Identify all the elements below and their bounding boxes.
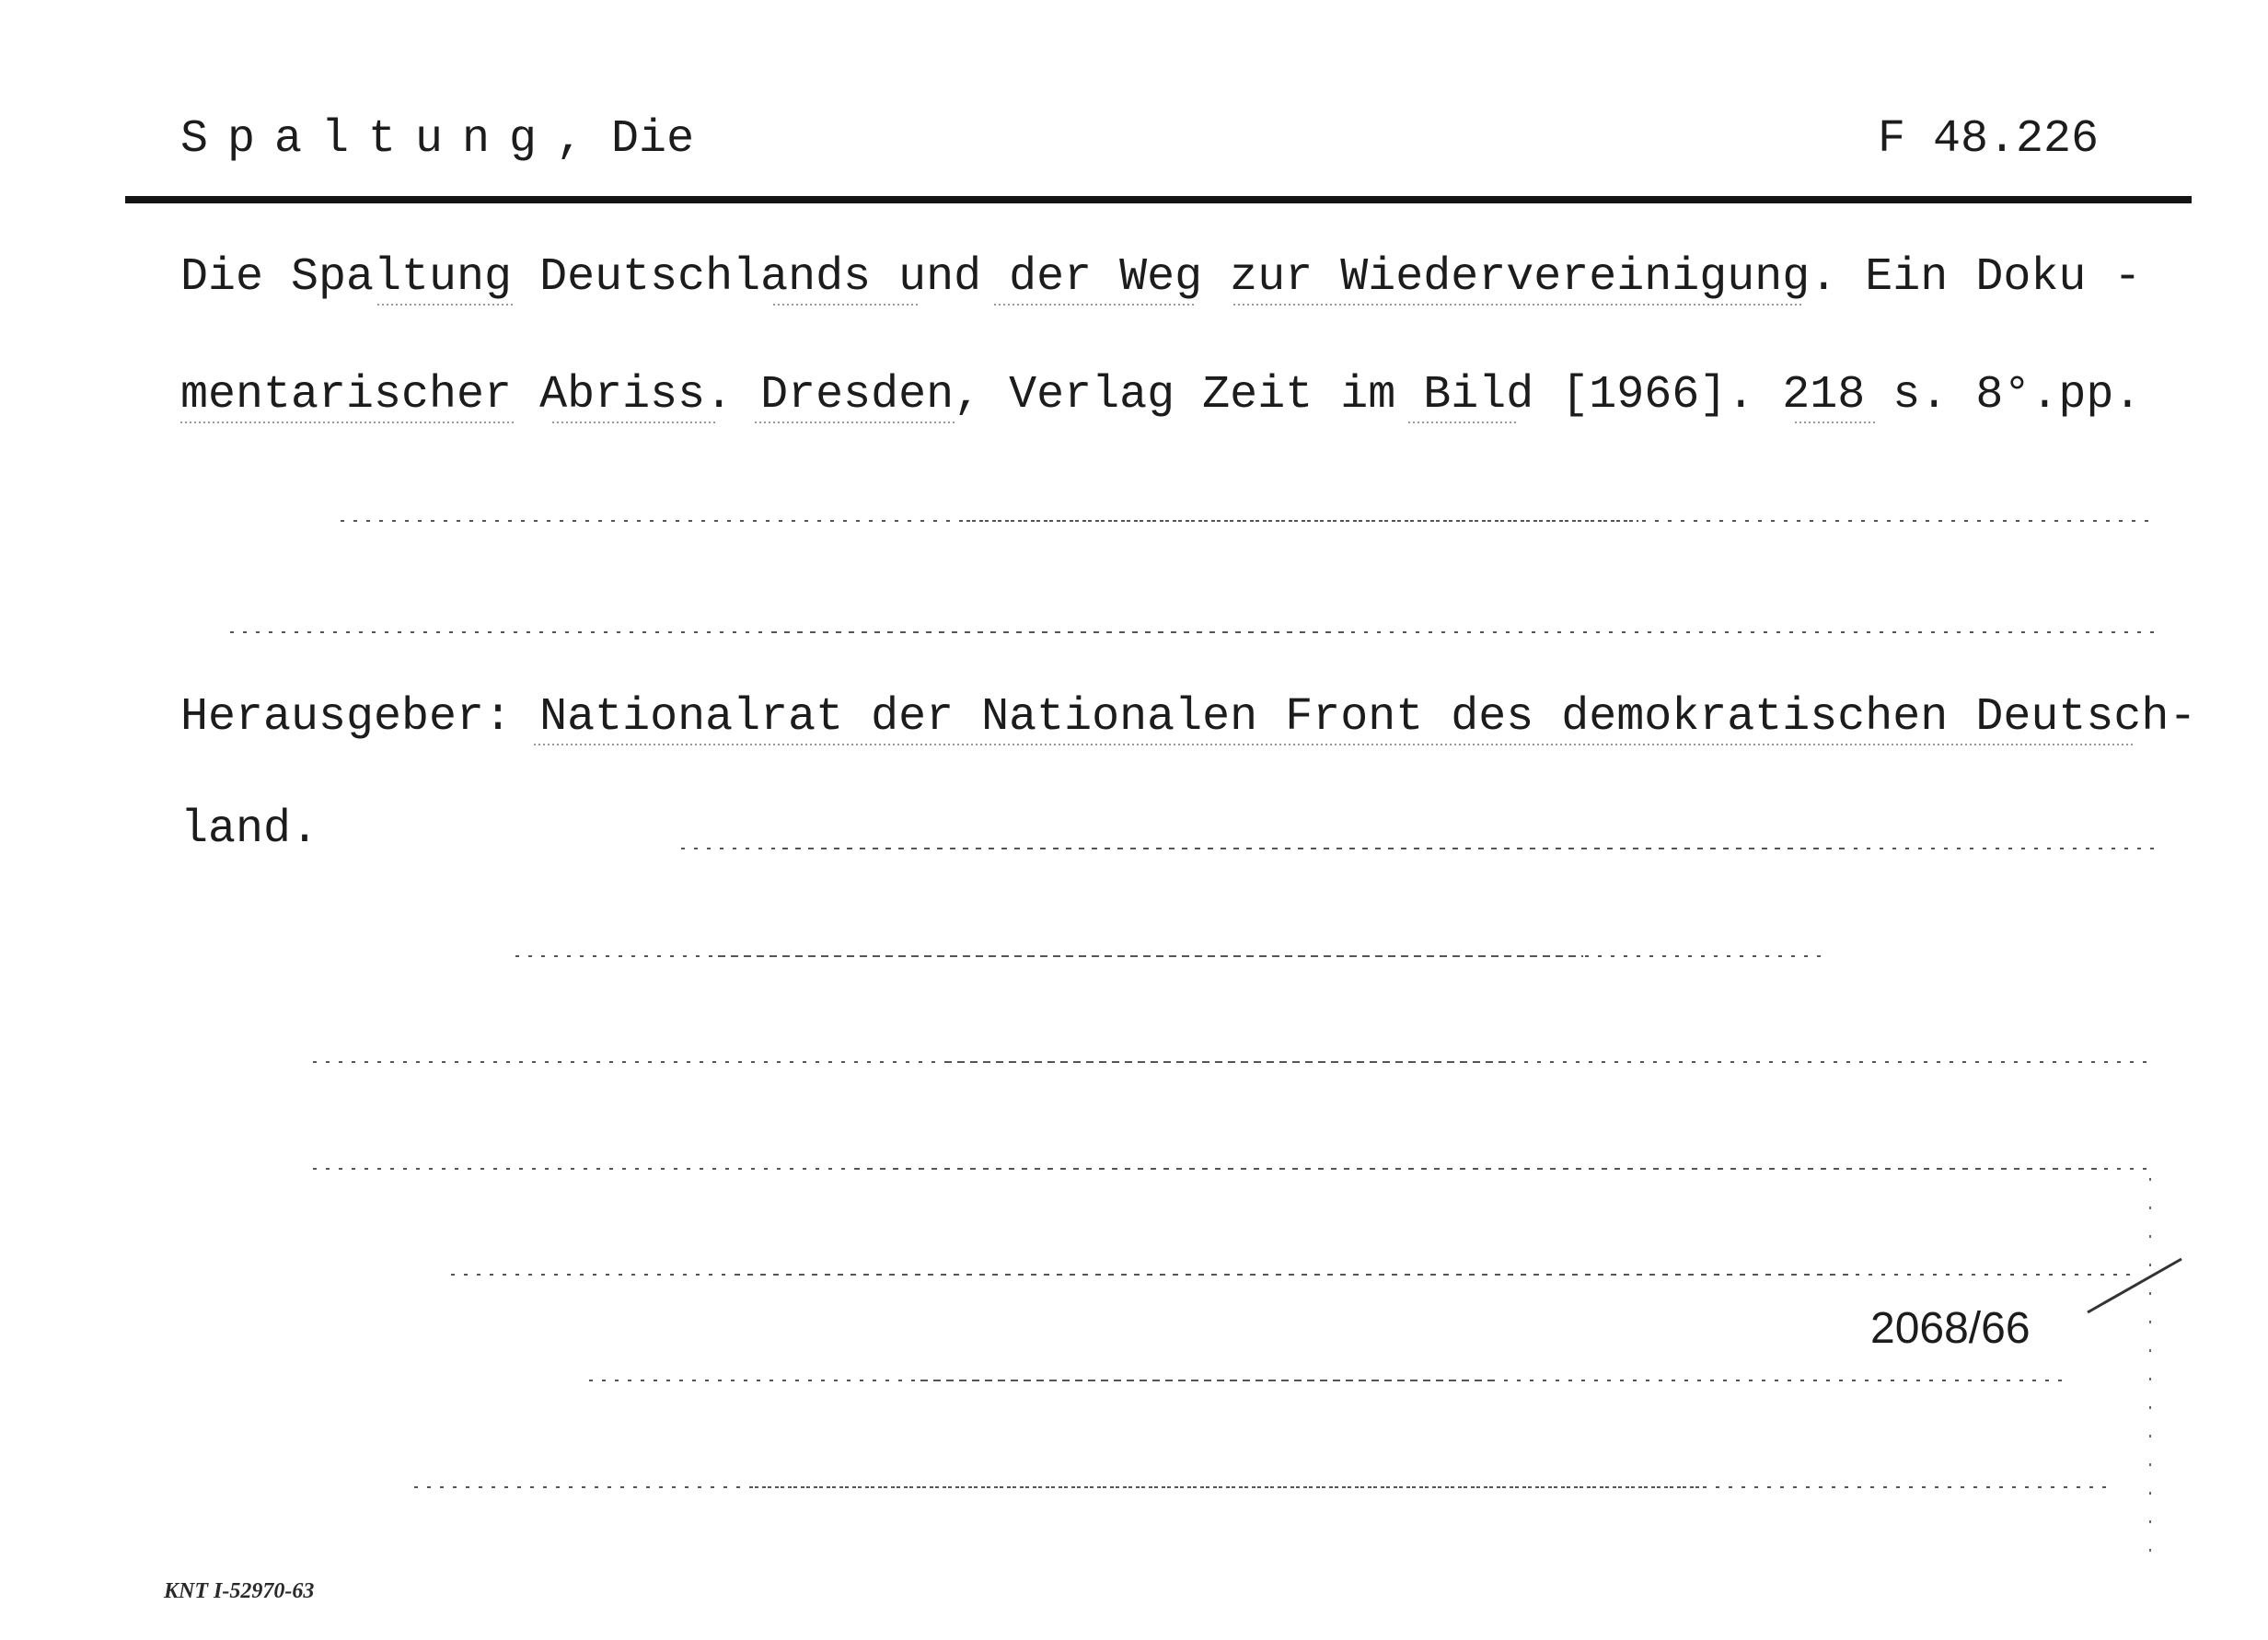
publisher-line-2: land. <box>180 803 319 856</box>
title-line-1: Die Spaltung Deutschlands und der Weg zur Wiedervereinigung. Ein Doku - <box>180 251 2142 304</box>
dotted-rulings <box>230 521 2154 1487</box>
typed-underlines <box>180 305 2135 745</box>
accession-tick-mark <box>2088 1259 2181 1312</box>
publisher-line-1: Herausgeber: Nationalrat der Nationalen Front des demokratischen Deutsch- <box>180 691 2197 744</box>
heading-title-spaced: Spaltung <box>180 113 557 166</box>
printer-code: KNT I-52970-63 <box>164 1579 315 1603</box>
accession-number: 2068/66 <box>1870 1304 2031 1353</box>
title-line-2: mentarischer Abriss. Dresden, Verlag Zeit im Bild [1966]. 218 s. 8°.pp. <box>180 369 2142 422</box>
heading-title-tail: , Die <box>556 113 695 166</box>
shelfmark: F 48.226 <box>1878 113 2100 166</box>
